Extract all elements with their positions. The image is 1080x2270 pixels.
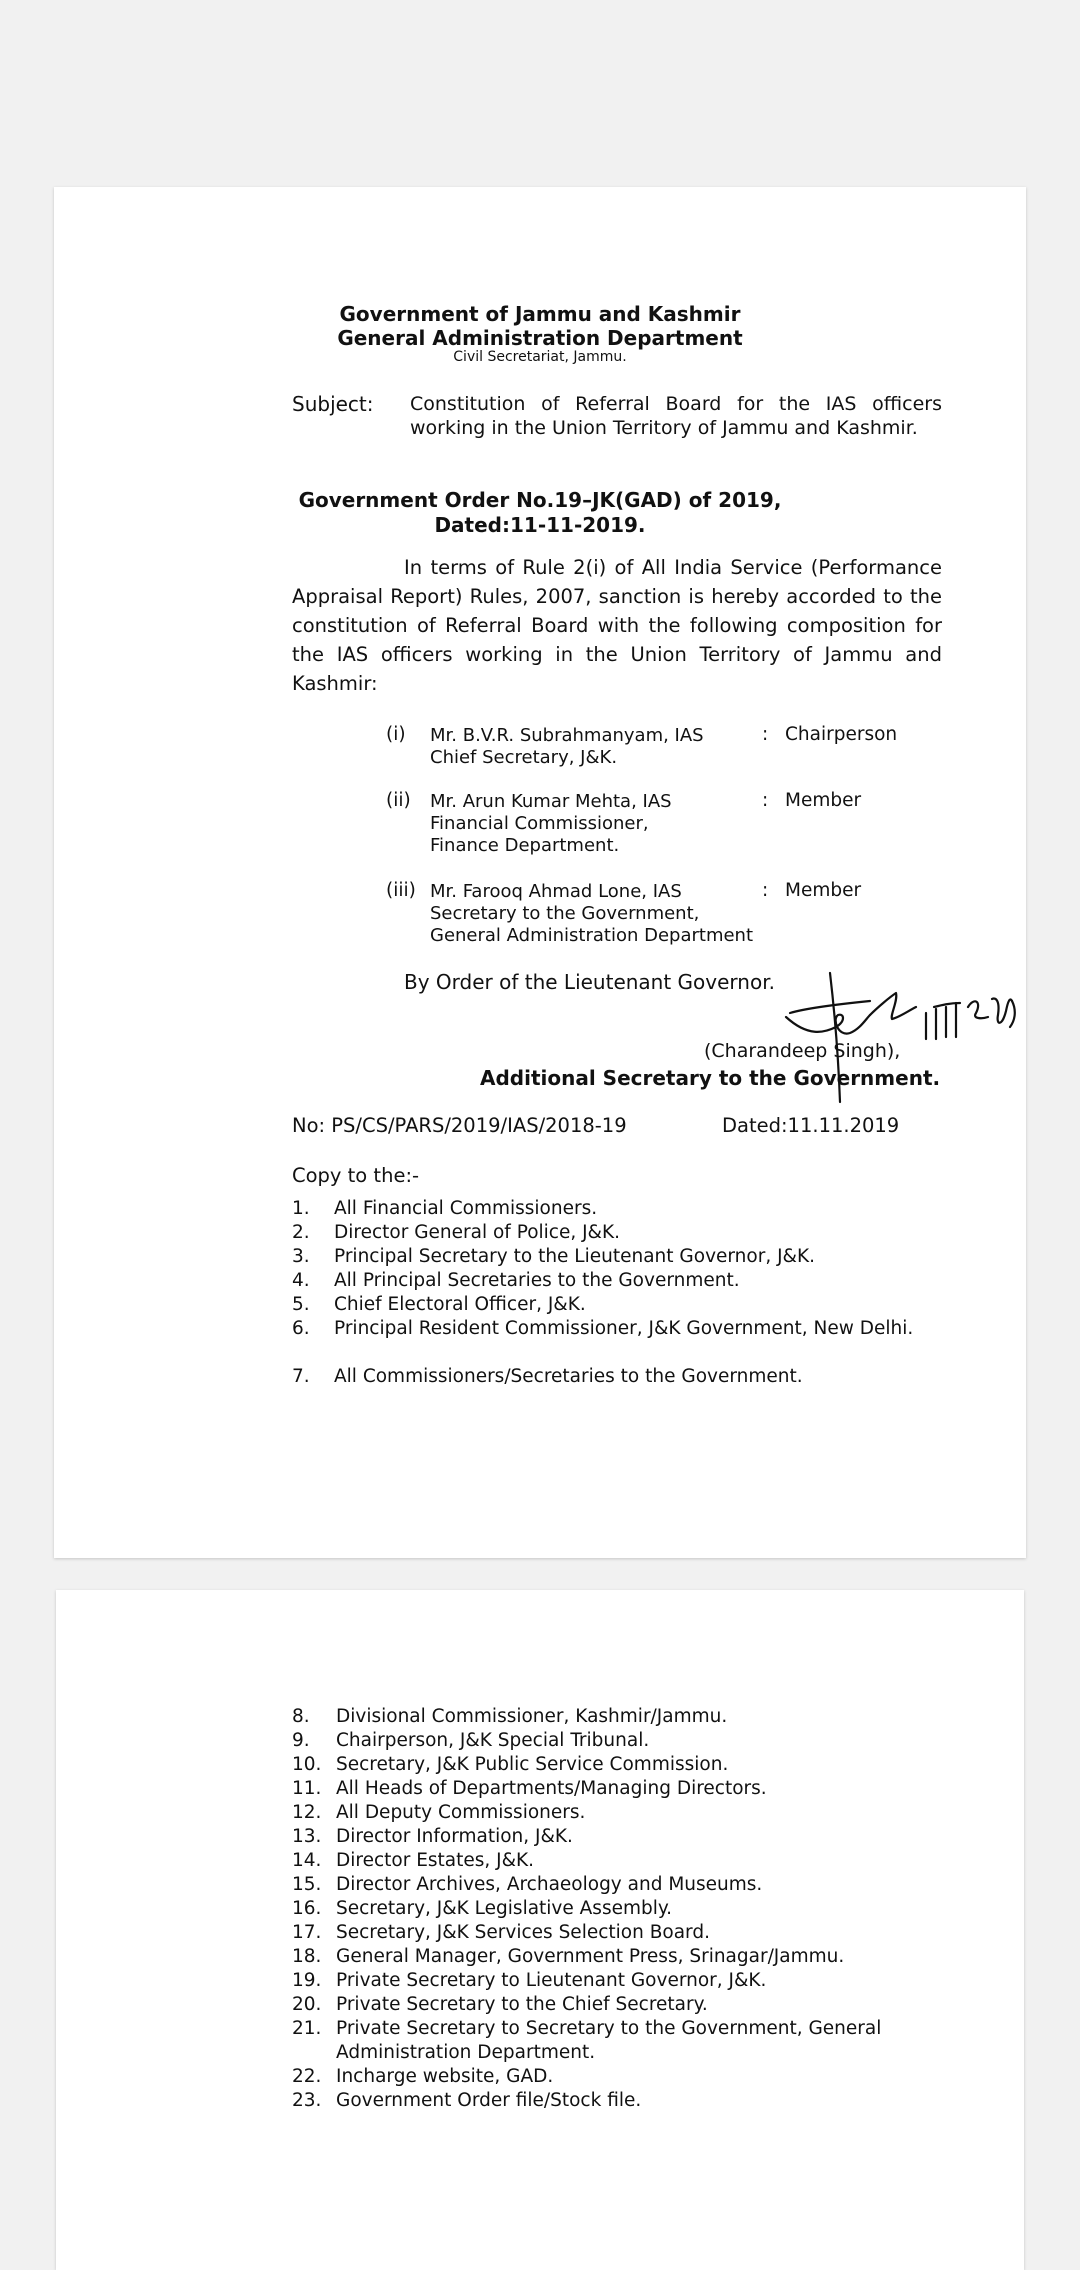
copy-item-6-text: Principal Resident Commissioner, J&K Government, New Delhi. xyxy=(334,1318,914,1339)
subject-label: Subject: xyxy=(292,392,374,416)
header-government: Government of Jammu and Kashmir xyxy=(339,302,741,326)
copy-item-13-text: Director Information, J&K. xyxy=(336,1826,573,1847)
signatory-title: Additional Secretary to the Government. xyxy=(480,1066,941,1090)
copy-item-4-text: All Principal Secretaries to the Government. xyxy=(334,1270,740,1291)
copy-item-19-text: Private Secretary to Lieutenant Governor, J&K. xyxy=(336,1970,767,1991)
copy-item-11-number: 11. xyxy=(292,1778,322,1799)
copy-item-23-number: 23. xyxy=(292,2090,322,2111)
copy-item-21-text: Private Secretary to Secretary to the Government, General Administration Department. xyxy=(336,2018,882,2063)
copy-item-10-text: Secretary, J&K Public Service Commission. xyxy=(336,1754,729,1775)
body-paragraph xyxy=(292,553,942,698)
signatory-name: (Charandeep Singh), xyxy=(704,1040,901,1062)
member-2-line-1: Mr. Arun Kumar Mehta, IAS xyxy=(430,791,672,812)
member-1-number: (i) xyxy=(386,724,406,745)
copy-item-5-number: 5. xyxy=(292,1294,310,1315)
copy-item-16-text: Secretary, J&K Legislative Assembly. xyxy=(336,1898,673,1919)
copy-item-18-number: 18. xyxy=(292,1946,322,1967)
copy-item-20-text: Private Secretary to the Chief Secretary. xyxy=(336,1994,708,2015)
member-3-number: (iii) xyxy=(386,880,416,901)
copy-item-15-number: 15. xyxy=(292,1874,322,1895)
member-1-line-2: Chief Secretary, J&K. xyxy=(430,747,618,768)
copy-item-14-text: Director Estates, J&K. xyxy=(336,1850,535,1871)
copy-item-1-number: 1. xyxy=(292,1198,310,1219)
subject-text: Constitution of Referral Board for the IAS officers working in the Union Territory of Jammu and Kashmir. xyxy=(410,393,942,439)
reference-date: Dated:11.11.2019 xyxy=(722,1114,900,1137)
copy-item-6-number: 6. xyxy=(292,1318,310,1339)
copy-item-15-text: Director Archives, Archaeology and Museums. xyxy=(336,1874,763,1895)
header-department: General Administration Department xyxy=(337,326,743,350)
member-3-line-2: Secretary to the Government, xyxy=(430,903,700,924)
copy-item-14-number: 14. xyxy=(292,1850,322,1871)
copy-item-18-text: General Manager, Government Press, Srinagar/Jammu. xyxy=(336,1946,845,1967)
copy-item-10-number: 10. xyxy=(292,1754,322,1775)
copy-item-19-number: 19. xyxy=(292,1970,322,1991)
copy-item-13-number: 13. xyxy=(292,1826,322,1847)
copy-item-2-number: 2. xyxy=(292,1222,310,1243)
copy-item-22-number: 22. xyxy=(292,2066,322,2087)
member-2-role: Member xyxy=(785,790,862,811)
body-paragraph-text: In terms of Rule 2(i) of All India Service (Performance Appraisal Report) Rules, 2007, sanction is hereby accorded to the constitution of Referral Board with the following composition for the IAS officers working in the Union Territory of Jammu and Kashmir: xyxy=(292,556,942,695)
member-3-role: Member xyxy=(785,880,862,901)
copy-item-12-text: All Deputy Commissioners. xyxy=(336,1802,586,1823)
copy-item-8-text: Divisional Commissioner, Kashmir/Jammu. xyxy=(336,1706,728,1727)
document-page-2 xyxy=(56,1590,1024,2270)
order-number: Government Order No.19–JK(GAD) of 2019, xyxy=(298,488,782,512)
copy-item-16-number: 16. xyxy=(292,1898,322,1919)
copy-to-label: Copy to the:- xyxy=(292,1164,420,1187)
copy-item-22-text: Incharge website, GAD. xyxy=(336,2066,554,2087)
copy-item-7-text: All Commissioners/Secretaries to the Government. xyxy=(334,1366,803,1387)
copy-item-23-text: Government Order file/Stock file. xyxy=(336,2090,642,2111)
member-3-colon: : xyxy=(762,880,769,901)
member-1-colon: : xyxy=(762,724,769,745)
member-2-line-3: Finance Department. xyxy=(430,835,620,856)
member-2-number: (ii) xyxy=(386,790,411,811)
copy-item-20-number: 20. xyxy=(292,1994,322,2015)
member-3-line-3: General Administration Department xyxy=(430,925,754,946)
copy-item-17-text: Secretary, J&K Services Selection Board. xyxy=(336,1922,710,1943)
copy-item-12-number: 12. xyxy=(292,1802,322,1823)
copy-item-3-text: Principal Secretary to the Lieutenant Governor, J&K. xyxy=(334,1246,815,1267)
reference-number: No: PS/CS/PARS/2019/IAS/2018-19 xyxy=(292,1114,627,1137)
copy-item-3-number: 3. xyxy=(292,1246,310,1267)
copy-item-17-number: 17. xyxy=(292,1922,322,1943)
member-3-line-1: Mr. Farooq Ahmad Lone, IAS xyxy=(430,881,682,902)
member-2-line-2: Financial Commissioner, xyxy=(430,813,649,834)
by-order-line: By Order of the Lieutenant Governor. xyxy=(404,970,775,994)
copy-item-7-number: 7. xyxy=(292,1366,310,1387)
copy-item-9-number: 9. xyxy=(292,1730,310,1751)
copy-item-2-text: Director General of Police, J&K. xyxy=(334,1222,621,1243)
member-1-line-1: Mr. B.V.R. Subrahmanyam, IAS xyxy=(430,725,704,746)
copy-item-4-number: 4. xyxy=(292,1270,310,1291)
document-page-1 xyxy=(54,187,1026,1558)
copy-item-9-text: Chairperson, J&K Special Tribunal. xyxy=(336,1730,650,1751)
copy-item-1-text: All Financial Commissioners. xyxy=(334,1198,598,1219)
copy-item-21-number: 21. xyxy=(292,2018,322,2039)
copy-item-5-text: Chief Electoral Officer, J&K. xyxy=(334,1294,586,1315)
copy-item-11-text: All Heads of Departments/Managing Directors. xyxy=(336,1778,767,1799)
header-address: Civil Secretariat, Jammu. xyxy=(453,349,627,365)
member-2-colon: : xyxy=(762,790,769,811)
order-date: Dated:11-11-2019. xyxy=(434,513,646,537)
member-1-role: Chairperson xyxy=(785,724,898,745)
copy-item-8-number: 8. xyxy=(292,1706,310,1727)
